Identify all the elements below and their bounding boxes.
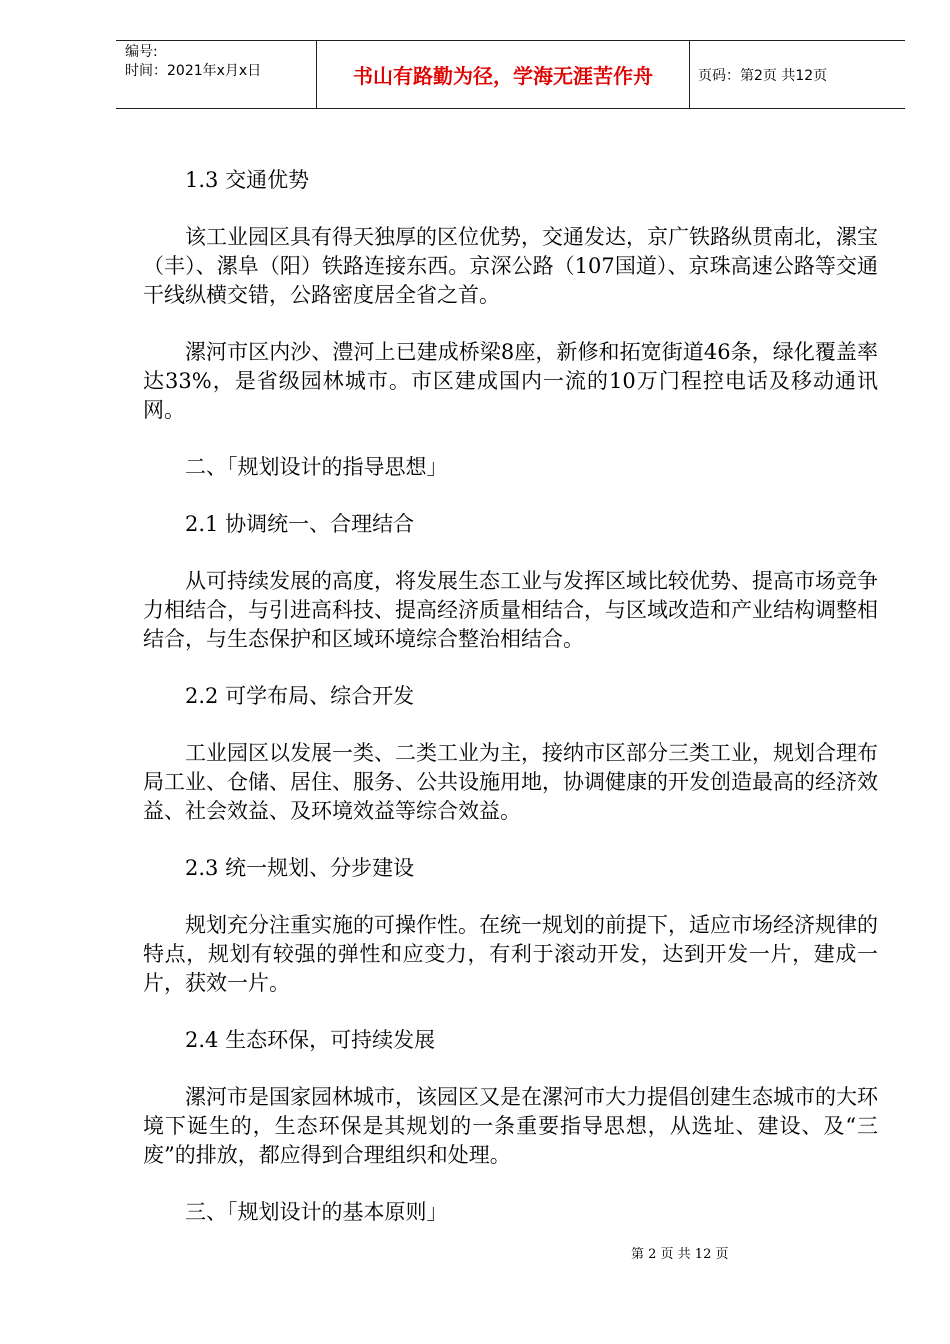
chapter-heading: 二、「规划设计的指导思想」 [185,455,448,479]
header-meta [116,41,316,108]
header-motto: 书山有路勤为径，学海无涯苦作舟 [316,41,690,108]
section-heading: 2.4 生态环保，可持续发展 [185,1028,436,1052]
document-body [143,166,878,1227]
section-heading: 2.3 统一规划、分步建设 [185,856,415,880]
page-header [116,40,905,109]
paragraph: 工业园区以发展一类、二类工业为主，接纳市区部分三类工业，规划合理布局工业、仓储、居住、服务、公共设施用地，协调健康的开发创造最高的经济效益、社会效益、及环境效益等综合效益。 [143,741,878,823]
paragraph: 漯河市区内沙、澧河上已建成桥梁8座，新修和拓宽街道46条，绿化覆盖率达33%，是省级园林城市。市区建成国内一流的10万门程控电话及移动通讯网。 [143,340,878,422]
paragraph: 规划充分注重实施的可操作性。在统一规划的前提下，适应市场经济规律的特点，规划有较强的弹性和应变力，有利于滚动开发，达到开发一片，建成一片，获效一片。 [143,913,878,995]
document-time-label: 时间：2021年x月x日 [125,63,262,79]
page-footer: 第 2 页 共 12 页 [631,1247,729,1262]
paragraph: 漯河市是国家园林城市，该园区又是在漯河市大力提倡创建生态城市的大环境下诞生的，生态环保是其规划的一条重要指导思想，从选址、建设、及“三废”的排放，都应得到合理组织和处理。 [143,1085,878,1167]
header-page-number: 页码：第2页 共12页 [698,67,828,84]
paragraph: 该工业园区具有得天独厚的区位优势，交通发达，京广铁路纵贯南北，漯宝（丰）、漯阜（阳）铁路连接东西。京深公路（107国道）、京珠高速公路等交通干线纵横交错，公路密度居全省之首。 [143,225,878,307]
section-heading: 1.3 交通优势 [185,168,310,192]
paragraph: 从可持续发展的高度，将发展生态工业与发挥区域比较优势、提高市场竞争力相结合，与引进高科技、提高经济质量相结合，与区域改造和产业结构调整相结合，与生态保护和区域环境综合整治相结合。 [143,569,878,651]
section-heading: 2.2 可学布局、综合开发 [185,684,415,708]
section-heading: 2.1 协调统一、合理结合 [185,512,415,536]
chapter-heading: 三、「规划设计的基本原则」 [185,1200,448,1224]
document-number-label: 编号: [125,44,158,60]
